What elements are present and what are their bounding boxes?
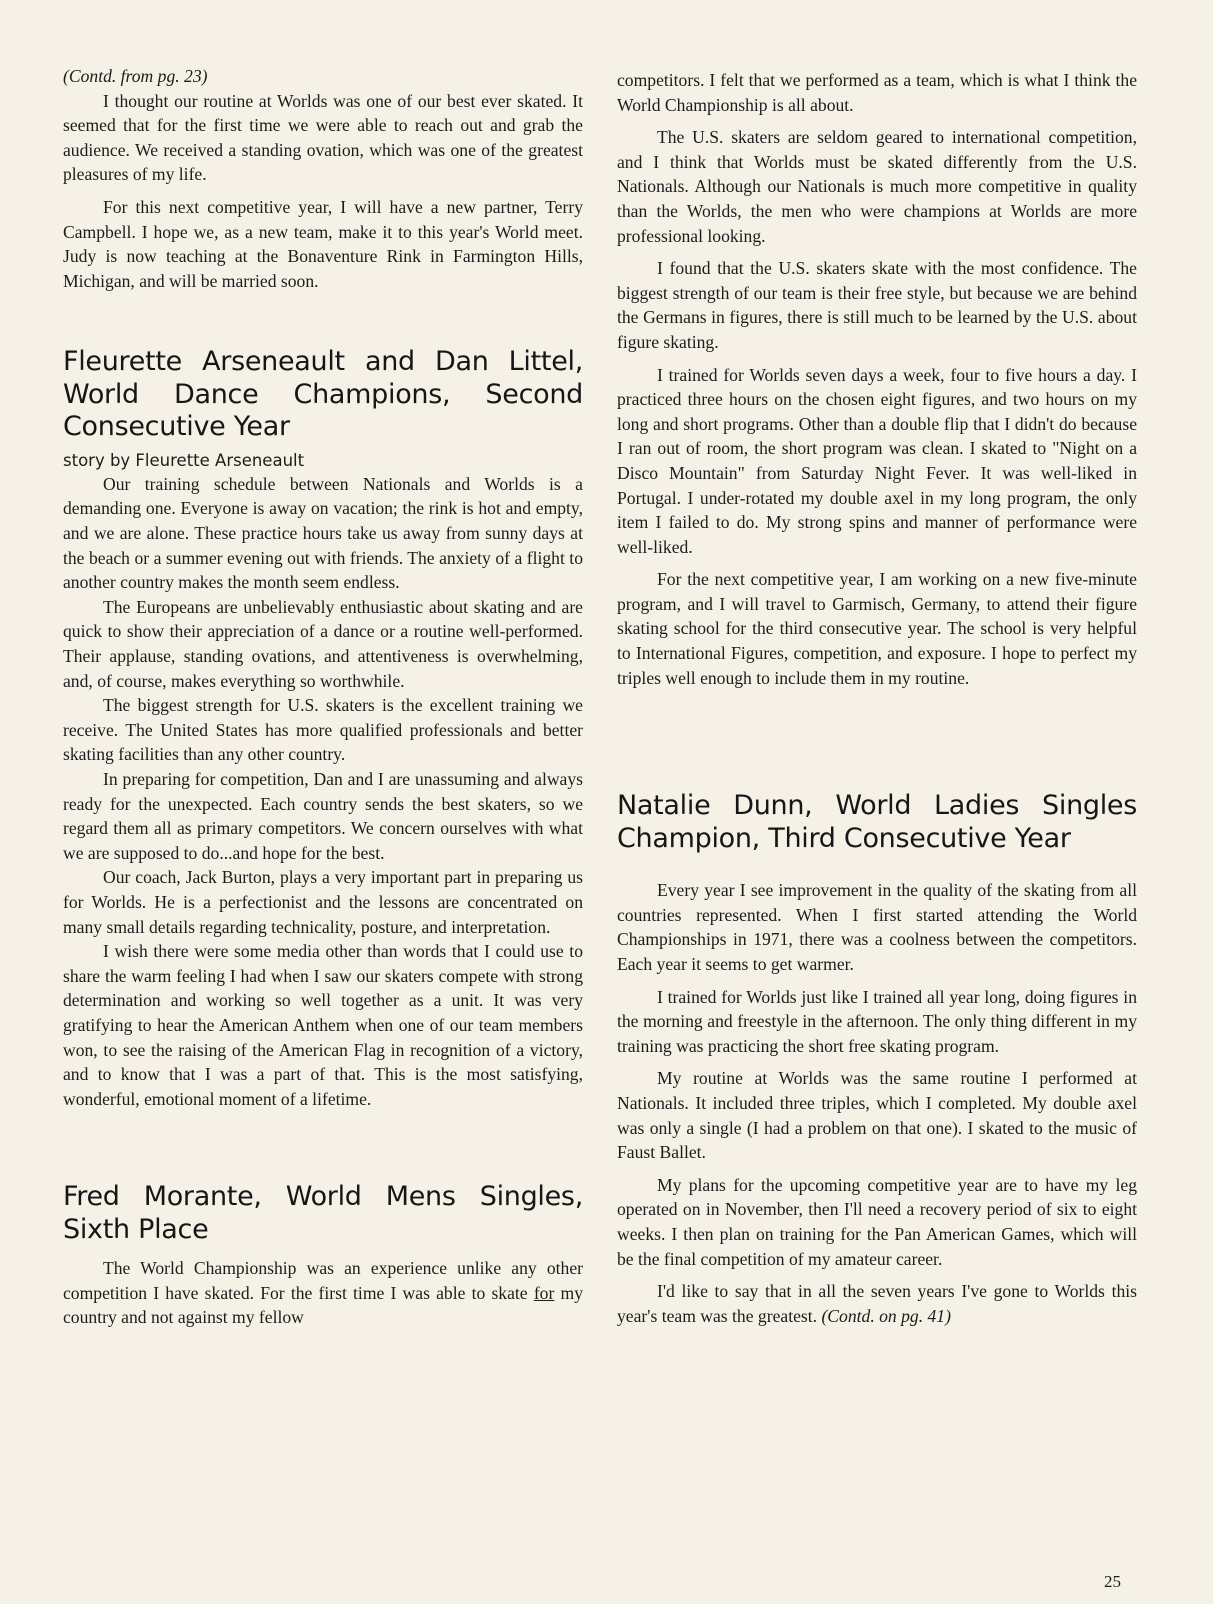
dance-paragraph-5: Our coach, Jack Burton, plays a very important part in preparing us for Worlds. He is a perfectionist and the lessons are concentrated on many small details regarding technicality, posture, and interpretation. — [63, 867, 583, 937]
ladies-last-text: I'd like to say that in all the seven years I've gone to Worlds this year's team was the greatest. — [617, 1281, 1137, 1326]
mens-singles-heading: Fred Morante, World Mens Singles, Sixth Place — [63, 1181, 583, 1245]
ladies-paragraph-1: Every year I see improvement in the quality of the skating from all countries represented. When I first started attending the World Championships in 1971, there was a coolness between the competitors. Each year it seems to get warmer. — [617, 880, 1137, 975]
mens-text-b: my country and not against my fellow — [63, 1282, 583, 1328]
mens-text-underlined: for — [533, 1282, 555, 1303]
ladies-paragraph-5 — [617, 1279, 1137, 1328]
dance-paragraph-2: The Europeans are unbelievably enthusiastic about skating and are quick to show their appreciation of a dance or a routine well-performed. Their applause, standing ovations, and attentiveness is overwhelming, and, of course, makes everything so worthwhile. — [63, 596, 583, 691]
mens-paragraph-3: I found that the U.S. skaters skate with the most confidence. The biggest strength of our team is their free style, but because we are behind the Germans in figures, there is still much to be learned by the U.S. about figure skating. — [617, 258, 1137, 352]
mens-continued-paragraph: competitors. I felt that we performed as a team, which is what I think the World Championship is all about. — [617, 70, 1137, 115]
ladies-singles-heading: Natalie Dunn, World Ladies Singles Champion, Third Consecutive Year — [617, 790, 1137, 854]
mens-text-a: The World Championship was an experience unlike any other competition I have skated. For the first time I was able to skate — [63, 1258, 583, 1303]
continued-from-note: (Contd. from pg. 23) — [63, 66, 208, 86]
dance-paragraph-6: I wish there were some media other than words that I could use to share the warm feeling I had when I saw our skaters compete with strong determination and working so well together as a unit. It was very gratifying to hear the American Anthem when one of our team members won, to see the raising of the American Flag in recognition of a victory, and to know that I was a part of that. This is the most satisfying, wonderful, emotional moment of a lifetime. — [63, 941, 583, 1109]
mens-paragraph-5: For the next competitive year, I am working on a new five-minute program, and I will travel to Garmisch, Germany, to attend their figure skating school for the third consecutive year. The school is very helpful to International Figures, competition, and exposure. I hope to perfect my triples well enough to include them in my routine. — [617, 569, 1137, 688]
continued-on-note: (Contd. on pg. 41) — [821, 1305, 951, 1326]
left-column — [63, 64, 583, 1330]
right-column — [617, 68, 1137, 1328]
mens-paragraph-4: I trained for Worlds seven days a week, four to five hours a day. I practiced three hours on the chosen eight figures, and two hours on my long and short programs. Other than a double flip that I didn't do because I ran out of room, the short program was clean. I skated to "Night on a Disco Mountain" from Saturday Night Fever. It was well-liked in Portugal. I under-rotated my double axel in my long program, the only item I failed to do. My strong spins and manner of performance were well-liked. — [617, 364, 1137, 557]
intro-paragraph-2: For this next competitive year, I will have a new partner, Terry Campbell. I hope we, as a new team, make it to this year's World meet. Judy is now teaching at the Bonaventure Rink in Farmington Hills, Michigan, and will be married soon. — [63, 196, 583, 291]
mens-paragraph-2: The U.S. skaters are seldom geared to international competition, and I think that Worlds must be skated differently from the U.S. Nationals. Although our Nationals is much more competitive in quality than the Worlds, the men who were champions at Worlds are more professional looking. — [617, 127, 1137, 246]
dance-paragraph-1: Our training schedule between Nationals and Worlds is a demanding one. Everyone is away on vacation; the rink is hot and empty, and we are alone. These practice hours take us away from sunny days at the beach or a summer evening out with friends. The anxiety of a flight to another country makes the month seem endless. — [63, 473, 583, 593]
dance-paragraph-4: In preparing for competition, Dan and I are unassuming and always ready for the unexpected. Each country sends the best skaters, so we regard them all as primary competitors. We concern ourselves with what we are supposed to do...and hope for the best. — [63, 768, 583, 863]
dance-paragraph-3: The biggest strength for U.S. skaters is the excellent training we receive. The United States has more qualified professionals and better skating facilities than any other country. — [63, 695, 583, 765]
dance-byline: story by Fleurette Arseneault — [63, 450, 305, 470]
ladies-paragraph-2: I trained for Worlds just like I trained all year long, doing figures in the morning and freestyle in the afternoon. The only thing different in my training was practicing the short free skating program. — [617, 986, 1137, 1056]
dance-champions-heading: Fleurette Arseneault and Dan Littel, World Dance Champions, Second Consecutive Year — [63, 346, 583, 443]
ladies-paragraph-4: My plans for the upcoming competitive year are to have my leg operated on in November, then I'll need a recovery period of six to eight weeks. I then plan on training for the Pan American Games, which will be the final competition of my amateur career. — [617, 1174, 1137, 1269]
mens-singles-paragraph-1 — [63, 1256, 583, 1330]
page-number: 25 — [1104, 1572, 1121, 1591]
ladies-paragraph-3: My routine at Worlds was the same routine I performed at Nationals. It included three triples, which I completed. My double axel was only a single (I had a problem on that one). I skated to the music of Faust Ballet. — [617, 1068, 1137, 1163]
intro-paragraph-1: I thought our routine at Worlds was one of our best ever skated. It seemed that for the first time we were able to reach out and grab the audience. We received a standing ovation, which was one of the greatest pleasures of my life. — [63, 90, 583, 185]
